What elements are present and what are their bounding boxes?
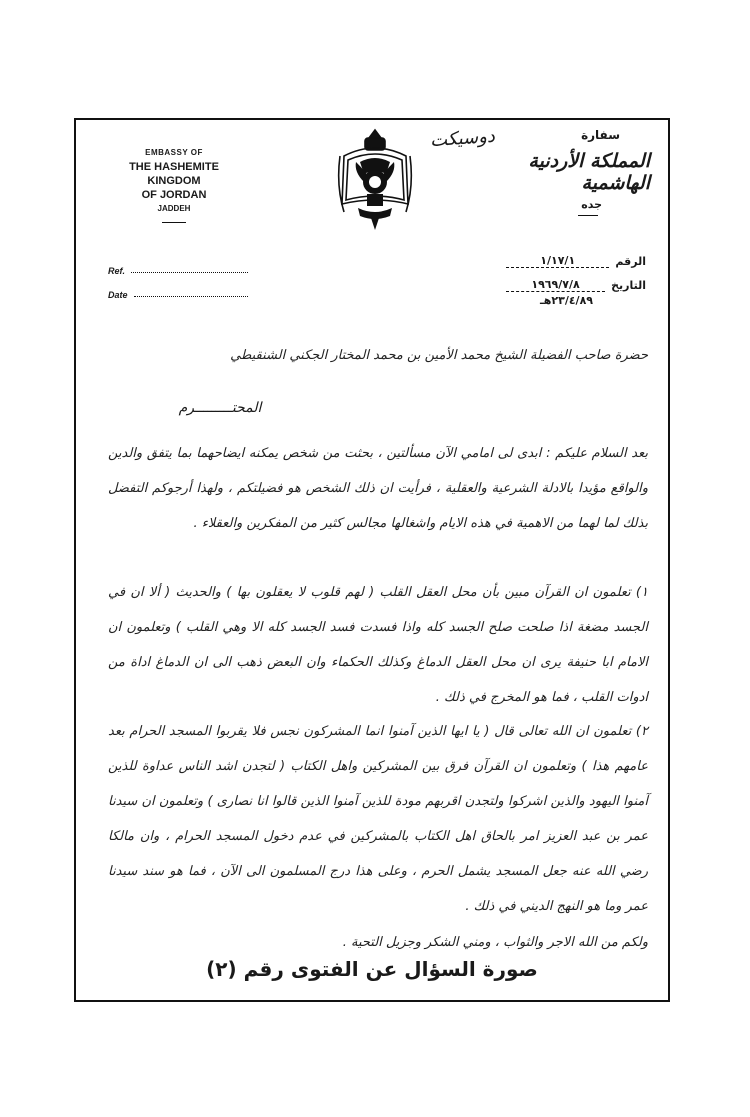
paragraph-intro: بعد السلام عليكم : ابدى لى امامي الآن مسألتين ، بحثت من شخص يمكنه ايضاحهما بما يتفق والدين والواقع مؤيدا بالادلة الشرعية والعقلية ، فرأيت ان ذلك الشخص هو فضيلتكم ، ولهذا أرجوكم التفضل بذلك لما لهما من الاهمية في هذه الايام واشغالها مجالس كثير من المفكرين والعقلاء . xyxy=(108,446,648,531)
ref-line xyxy=(131,272,248,273)
ar-date-value: ١٩٦٩/٧/٨ xyxy=(506,278,605,292)
reference-fields-english xyxy=(108,252,248,300)
ar-ref-value: ١/١٧/١ xyxy=(506,254,609,268)
handwritten-signature: دوسیکت xyxy=(429,125,496,152)
header-ar-rule xyxy=(578,215,598,216)
reference-fields-arabic xyxy=(506,244,646,292)
embassy-header-english xyxy=(108,146,240,223)
date-row xyxy=(108,276,248,300)
document-caption: صورة السؤال عن الفتوى رقم (٢) xyxy=(206,957,538,981)
ref-row xyxy=(108,252,248,276)
header-line-2: THE HASHEMITE KINGDOM xyxy=(129,161,219,187)
ar-ref-label: الرقم xyxy=(615,255,646,268)
header-ar-line-2: المملكة الأردنية الهاشمية xyxy=(528,150,650,194)
paragraph-question-2: ٢) تعلمون ان الله تعالى قال ( يا ايها الذين آمنوا انما المشركون نجس فلا يقربوا المسجد الحرام بعد عامهم هذا ) وتعلمون ان القرآن فرق بين المشركين واهل الكتاب ( لتجدن اشد الناس عداوة للذين آمنوا اليهود والذين اشركوا ولتجدن اقربهم مودة للذين آمنوا الذين قالوا انا نصارى ) وتعلمون ان سيدنا عمر بن عبد العزيز امر بالحاق اهل الكتاب بالمشركين في عدم دخول المسجد الحرام ، وان مالكا رضي الله عنه جعل المسجد يشمل الحرم ، وعلى هذا درج المسلمون الى الآن ، فما هو سند سيدنا عمر وما هو النهج الديني في ذلك . xyxy=(108,724,648,914)
header-rule xyxy=(162,222,186,223)
ref-label: Ref. xyxy=(108,266,126,276)
header-line-4: JADDEH xyxy=(157,204,191,213)
date-line xyxy=(134,296,248,297)
coat-of-arms-icon xyxy=(334,126,416,234)
embassy-header-arabic xyxy=(520,128,650,216)
header-ar-line-1: سفارة xyxy=(581,128,620,142)
ar-date-row xyxy=(506,268,646,292)
date-label: Date xyxy=(108,290,128,300)
header-ar-line-3: جده xyxy=(581,198,602,211)
ar-ref-row xyxy=(506,244,646,268)
paragraph-closing: ولكم من الله الاجر والثواب ، ومني الشكر وجزيل التحية . xyxy=(342,935,648,950)
ar-date-label: التاريخ xyxy=(611,279,646,292)
honorific: المحتـــــــــرم xyxy=(178,400,262,416)
header-line-3: OF JORDAN xyxy=(141,189,207,201)
hijri-date: ٢٣/٤/٨٩هـ xyxy=(540,294,593,307)
addressee-line: حضرة صاحب الفضيلة الشيخ محمد الأمين بن محمد المختار الجكني الشنقيطي xyxy=(230,348,648,363)
paragraph-question-1: ١) تعلمون ان القرآن مبين بأن محل العقل القلب ( لهم قلوب لا يعقلون بها ) والحديث ( ألا ان في الجسد مضغة اذا صلحت صلح الجسد كله واذا فسدت فسد الجسد كله الا وهي القلب ) وتعلمون ان الامام ابا حنيفة يرى ان محل العقل الدماغ وكذلك الحكماء وان البعض ذهب الى ان الدماغ اداة من ادوات القلب ، فما هو المخرج في ذلك . xyxy=(108,585,648,705)
header-line-1: EMBASSY OF xyxy=(145,148,203,157)
